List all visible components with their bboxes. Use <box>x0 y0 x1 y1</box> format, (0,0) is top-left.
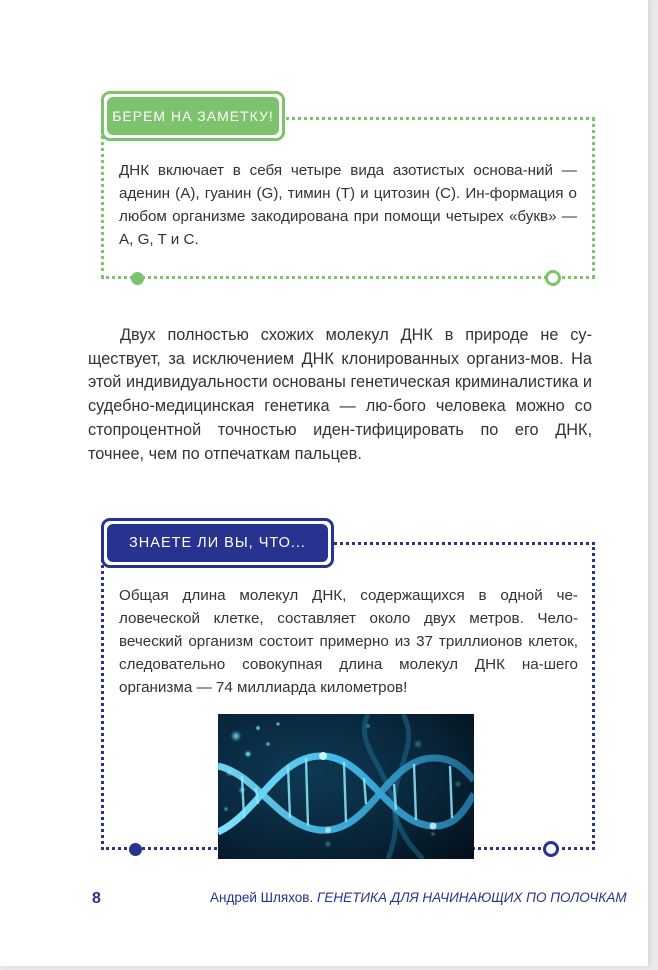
footer-author: Андрей Шляхов. <box>210 890 314 905</box>
note-box-tab <box>101 91 285 141</box>
fact-box-dot-icon <box>129 843 142 856</box>
dna-double-helix-icon <box>218 714 474 859</box>
dna-helix-image <box>218 714 474 859</box>
fact-box-text: Общая длина молекул ДНК, содержащихся в одной че-ловеческой клетке, составляет около двух метров. Чело-веческий организм состоит примерно из 37 триллионов клеток, следовательно совокупная длина молекул ДНК на-шего организма — 74 миллиарда километров! <box>119 587 578 696</box>
note-box-title: БЕРЕМ НА ЗАМЕТКУ! <box>107 97 279 135</box>
fact-box-title: ЗНАЕТЕ ЛИ ВЫ, ЧТО... <box>107 524 328 562</box>
note-box-text: ДНК включает в себя четыре вида азотистых основа-ний — аденин (A), гуанин (G), тимин (T) и цитозин (C). Ин-формация о любом организме закодирована при помощи четырех «букв» — A, G, T и C. <box>119 162 577 248</box>
fact-box-ring-icon <box>543 841 559 857</box>
footer-book-title: ГЕНЕТИКА ДЛЯ НАЧИНАЮЩИХ ПО ПОЛОЧКАМ <box>317 890 627 905</box>
running-footer <box>210 890 627 905</box>
note-box-dot-icon <box>131 272 144 285</box>
fact-box-tab <box>101 518 334 568</box>
body-paragraph: Двух полностью схожих молекул ДНК в природе не су-ществует, за исключением ДНК клонированных организ-мов. На этой индивидуальности основаны генетическая криминалистика и судебно-медицинская генетика — лю-бого человека можно со стопроцентной точностью иден-тифицировать по его ДНК, точнее, чем по отпечаткам пальцев. <box>88 326 592 463</box>
page-number: 8 <box>92 890 101 907</box>
note-box-ring-icon <box>545 270 561 286</box>
